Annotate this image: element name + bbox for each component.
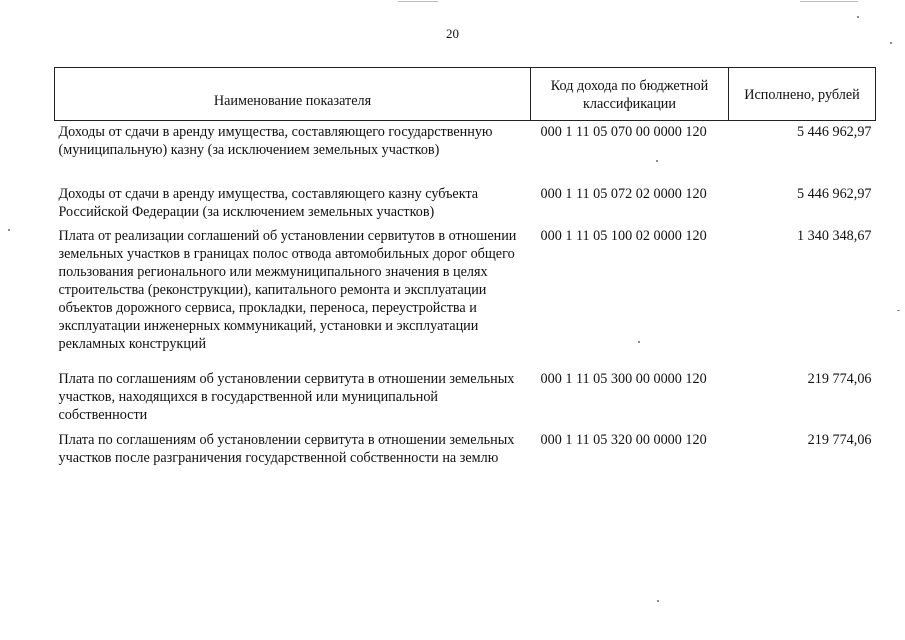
row-amount: 219 774,06 bbox=[807, 432, 872, 448]
table-row bbox=[55, 121, 876, 184]
header-name: Наименование показателя bbox=[55, 68, 531, 121]
header-row bbox=[55, 68, 876, 121]
row-code: 000 1 11 05 070 00 0000 120 bbox=[540, 124, 707, 140]
table-body bbox=[55, 121, 876, 492]
row-name: Доходы от сдачи в аренду имущества, составляющего казну субъекта Российской Федерации (за исключением земельных участков) bbox=[58, 186, 479, 220]
table-row bbox=[55, 225, 876, 368]
row-name: Плата по соглашениям об установлении сервитута в отношении земельных участков, находящихся в государственной или муниципальной собственности bbox=[58, 371, 515, 423]
row-code: 000 1 11 05 320 00 0000 120 bbox=[540, 432, 707, 448]
scan-artifact-line bbox=[800, 1, 858, 2]
row-amount: 5 446 962,97 bbox=[797, 124, 872, 140]
row-code: 000 1 11 05 300 00 0000 120 bbox=[540, 371, 707, 387]
header-amount: Исполнено, рублей bbox=[729, 68, 876, 121]
row-name: Плата от реализации соглашений об установлении сервитутов в отношении земельных участков в границах полос отвода автомобильных дорог общего пользования регионального или межмуниципального значения в целях строительства (реконструкции), капитального ремонта и эксплуатации объектов дорожного сервиса, прокладки, переноса, переустройства и эксплуатации инженерных коммуникаций, установки и эксплуатации рекламных конструкций bbox=[58, 228, 517, 352]
scan-speck bbox=[656, 160, 658, 162]
row-name: Доходы от сдачи в аренду имущества, составляющего государственную (муниципальную) казну (за исключением земельных участков) bbox=[58, 124, 493, 158]
row-amount: 1 340 348,67 bbox=[797, 228, 872, 244]
row-name: Плата по соглашениям об установлении сервитута в отношении земельных участков после разграничения государственной собственности на землю bbox=[58, 432, 515, 466]
row-code: 000 1 11 05 100 02 0000 120 bbox=[540, 228, 707, 244]
scan-speck bbox=[897, 310, 900, 311]
scan-speck bbox=[857, 16, 859, 18]
scan-speck bbox=[638, 341, 640, 343]
row-code: 000 1 11 05 072 02 0000 120 bbox=[540, 186, 707, 202]
scan-speck bbox=[890, 42, 892, 44]
row-amount: 5 446 962,97 bbox=[797, 186, 872, 202]
table-row bbox=[55, 368, 876, 429]
header-code: Код дохода по бюджетной классификации bbox=[531, 68, 729, 121]
page-number: 20 bbox=[446, 26, 459, 41]
row-amount: 219 774,06 bbox=[807, 371, 872, 387]
scan-speck bbox=[657, 600, 659, 602]
table-header bbox=[55, 68, 876, 121]
revenue-table bbox=[54, 67, 876, 491]
table-row bbox=[55, 429, 876, 491]
scan-artifact-line bbox=[398, 1, 438, 2]
scan-speck bbox=[8, 229, 10, 231]
table-row bbox=[55, 183, 876, 225]
